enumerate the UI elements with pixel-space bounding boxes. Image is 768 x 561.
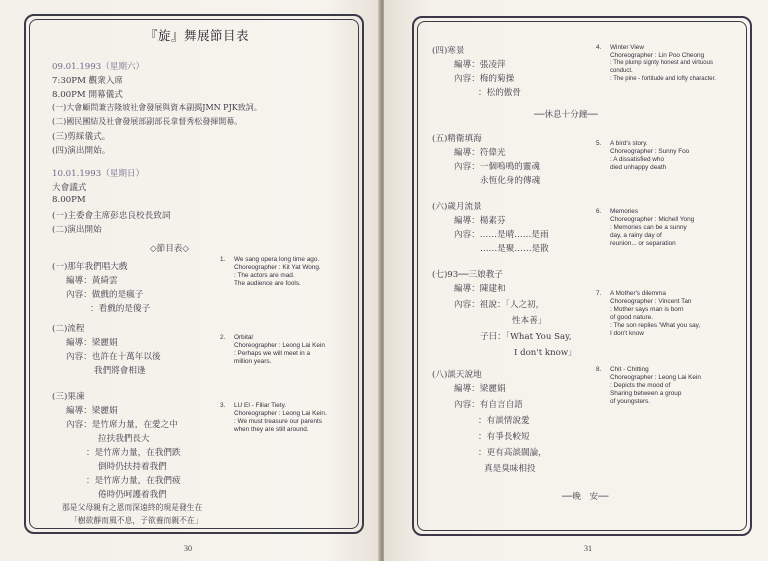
program-item-line: 性本善」	[512, 316, 547, 326]
program-item-line: ：更有高談闊論，	[478, 448, 547, 458]
closing-note: ──晚 安──	[562, 492, 609, 502]
program-item-line: 編導：楊素芬	[454, 216, 506, 226]
program-item-line: 那是父母親有之恩而深遠終的現是發生在	[62, 503, 203, 512]
program-item-title: (七)93──三娘教子	[432, 270, 503, 280]
program-item-line: 倦時仍呵護着我們	[98, 490, 167, 500]
english-item-desc: : The son replies 'What you say,	[610, 322, 701, 329]
english-item-desc: day, a rainy day of	[610, 232, 662, 239]
schedule-line: (三)剪綵儀式。	[52, 132, 111, 142]
english-item-desc: : Depicts the mood of	[610, 382, 671, 389]
english-item-title: Winter View	[610, 44, 644, 51]
english-item-desc: : The plump signty honest and virtuous	[610, 60, 713, 66]
english-item-title: A Mother's dilemma	[610, 290, 666, 297]
program-item-line: 我們將會相逢	[94, 366, 146, 376]
english-item-number: 5.	[596, 140, 602, 147]
program-item-line: 子曰：「What You Say,	[480, 332, 572, 342]
english-item-desc: : The actors are mad.	[234, 272, 295, 279]
schedule-line: (四)演出開始。	[52, 146, 111, 156]
page-number: 30	[184, 544, 192, 553]
program-item-line: ：有爭長較短	[478, 432, 530, 442]
english-item-number: 2.	[220, 334, 226, 341]
english-item-desc: million years.	[234, 358, 272, 365]
program-item-line: 編導：梁麗娟	[66, 338, 118, 348]
english-item-desc: conduct.	[610, 68, 633, 74]
schedule-line: (一)主委會主席彭忠良校長致詞	[52, 211, 171, 221]
english-item-desc: I don't know	[610, 330, 644, 337]
schedule-line: (一)大會顧問兼吉隆坡社會發展與資本副揭JMN PJK致詞。	[52, 103, 262, 112]
program-item-line: 編導：陳建和	[454, 284, 506, 294]
english-item-desc: : Mother says man is born	[610, 306, 684, 313]
program-item-line: 內容：一個嗚鳴的靈魂	[454, 162, 540, 172]
english-item-number: 7.	[596, 290, 602, 297]
english-item-desc: : Perhaps we will meet in a	[234, 350, 311, 357]
english-item-number: 4.	[596, 44, 602, 51]
program-item-title: (四)寒景	[432, 46, 465, 56]
schedule-line: 大會議式	[52, 183, 87, 193]
program-item-line: ：看戲的是傻子	[90, 304, 151, 314]
program-item-line: ：是竹席力量，在我們疲	[86, 476, 181, 486]
program-item-title: (六)歲月流景	[432, 202, 482, 212]
english-item-desc: : Memories can be a sunny	[610, 224, 687, 231]
english-item-desc: : The pine - fortitude and lofty character.	[610, 76, 716, 82]
program-item-line: 編導：張凌萍	[454, 60, 506, 70]
program-item-line: ……是聚……是散	[480, 244, 549, 254]
program-item-title: (二)流程	[52, 324, 85, 334]
english-item-title: Memories	[610, 208, 639, 215]
schedule-line: (二)演出開始	[52, 225, 102, 235]
program-item-line: 內容：做戲的是瘋子	[66, 290, 144, 300]
program-item-line: 編導：符偉光	[454, 148, 506, 158]
right-page	[384, 0, 768, 561]
english-item-title: Chit - Chitting	[610, 366, 649, 373]
program-item-line: 內容：梅的菊操	[454, 74, 515, 84]
schedule-line: 09.01.1993（星期六）	[52, 62, 145, 72]
english-item-choreographer: Choreographer : Kit Yat Wong.	[234, 264, 321, 271]
program-item-line: 拉扶我們長大	[98, 434, 150, 444]
program-item-line: 編導：梁麗娟	[454, 384, 506, 394]
english-item-desc: reunion... or separation	[610, 240, 676, 247]
english-item-desc: The audience are fools.	[234, 280, 301, 287]
intermission-note: ──休息十分鐘──	[534, 110, 598, 120]
left-page	[0, 0, 380, 561]
program-item-line: ：是竹席力量，在我們跌	[86, 448, 181, 458]
english-item-title: Orbital	[234, 334, 253, 341]
english-item-choreographer: Choreographer : Sunny Foo	[610, 148, 690, 155]
program-item-line: ：有談情說愛	[478, 416, 530, 426]
program-item-line: 永恆化身的傳魂	[480, 176, 541, 186]
program-item-title: (五)精衛填海	[432, 134, 482, 144]
english-item-desc: : A dissatisfied who	[610, 156, 664, 163]
program-item-line: I don't know」	[514, 348, 577, 358]
schedule-line: (二)國民團結及社會發展部副部長拿督秀松發揮開幕。	[52, 117, 243, 126]
english-item-number: 1.	[220, 256, 226, 263]
english-item-desc: of good nature.	[610, 314, 653, 321]
english-item-choreographer: Choreographer : Leong Lai Kein.	[234, 410, 327, 417]
schedule-line: 8.00PM	[52, 195, 86, 205]
english-item-choreographer: Choreographer : Lin Poo Cheong	[610, 52, 705, 59]
page-number: 31	[584, 544, 592, 553]
english-item-desc: of youngsters.	[610, 398, 651, 405]
english-item-choreographer: Choreographer : Leong Lai Kein	[234, 342, 325, 349]
program-item-title: (一)那年我們唱大戲	[52, 262, 128, 272]
english-item-desc: : We must treasure our parents	[234, 418, 322, 425]
program-item-line: ：松的傲骨	[478, 88, 521, 98]
english-item-title: LU EI - Filiar Tiety.	[234, 402, 287, 409]
program-item-line: 內容：也許在十萬年以後	[66, 352, 161, 362]
english-item-number: 6.	[596, 208, 602, 215]
english-item-desc: Sharing between a group	[610, 390, 682, 397]
program-item-line: 「樹欲靜而風不息，子欲養而親不在」	[70, 516, 203, 525]
program-item-line: 內容：是竹席力量，在愛之中	[66, 420, 178, 430]
english-item-choreographer: Choreographer : Leong Lai Kein	[610, 374, 701, 381]
english-item-desc: died unhappy death	[610, 164, 667, 171]
english-item-choreographer: Choreographer : Michell Yong	[610, 216, 695, 223]
english-item-desc: when they are still around.	[234, 426, 309, 433]
english-item-number: 3.	[220, 402, 226, 409]
program-item-title: (三)果凍	[52, 392, 85, 402]
program-item-line: 內容：祖說：「人之初，	[454, 300, 545, 310]
english-item-number: 8.	[596, 366, 602, 373]
program-item-line: 編導：梁麗娟	[66, 406, 118, 416]
english-item-title: A bird's story.	[610, 140, 648, 147]
program-title: 『旋』舞展節目表	[145, 28, 250, 43]
schedule-line: 10.01.1993（星期日）	[52, 169, 145, 179]
program-item-title: (八)談天說地	[432, 370, 482, 380]
english-item-title: We sang opera long time ago.	[234, 256, 320, 263]
program-item-line: 內容：……是晴……是雨	[454, 230, 549, 240]
english-item-choreographer: Choreographer : Vincent Tan	[610, 298, 692, 305]
program-item-line: 編導：黃綺雲	[66, 276, 118, 286]
schedule-line: 7:30PM 觀衆入席	[52, 76, 123, 86]
program-item-line: 內容：有自言自語	[454, 400, 523, 410]
program-item-line: 真是臭味相投	[484, 464, 536, 474]
schedule-line: 8.00PM 開幕儀式	[52, 90, 123, 100]
program-item-line: 倒時仍扶持着我們	[98, 462, 167, 472]
program-list-header: ◇節目表◇	[150, 244, 189, 254]
